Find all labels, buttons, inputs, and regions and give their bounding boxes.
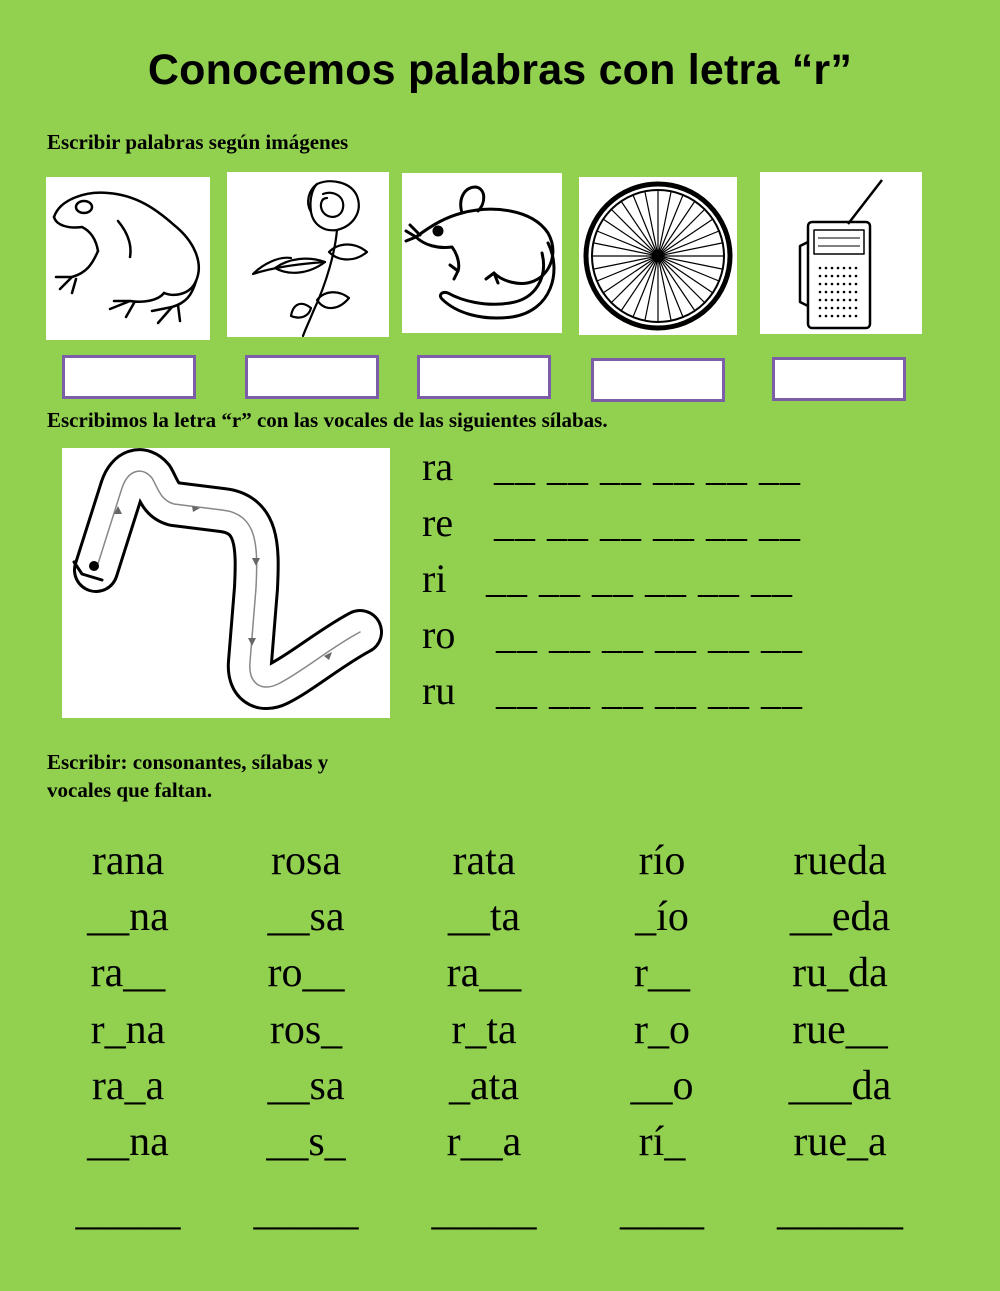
word-cell[interactable]: ra__ — [446, 950, 522, 996]
rose-picture — [227, 172, 389, 337]
word-cell[interactable]: _____ — [253, 1188, 359, 1234]
word-cell: rata — [452, 838, 516, 884]
word-cell[interactable]: _____ — [75, 1188, 181, 1234]
word-cell[interactable]: _ata — [449, 1063, 519, 1109]
syllable-blanks[interactable]: __ __ __ __ __ __ — [494, 444, 801, 489]
syllable-label: ru — [422, 668, 456, 713]
word-cell[interactable]: __o — [630, 1063, 694, 1109]
wheel-picture — [579, 177, 737, 335]
r-tracing-path-icon — [62, 448, 390, 718]
syllable-row-ri — [422, 556, 793, 602]
radio-icon — [760, 172, 922, 334]
syllable-row-re — [422, 500, 801, 546]
answer-box-2[interactable] — [245, 355, 379, 399]
word-cell: rosa — [271, 838, 341, 884]
mouse-icon — [402, 173, 562, 333]
word-cell[interactable]: _ío — [635, 894, 689, 940]
instruction-pictures: Escribir palabras según imágenes — [47, 130, 349, 154]
word-cell[interactable]: __na — [87, 1119, 169, 1165]
word-cell[interactable]: ra__ — [90, 950, 166, 996]
answer-box-4[interactable] — [591, 358, 725, 402]
word-cell[interactable]: ros_ — [269, 1007, 343, 1053]
syllable-label: ra — [422, 444, 454, 489]
rose-icon — [227, 172, 389, 337]
instruction-syllables: Escribimos la letra “r” con las vocales de las siguientes sílabas. — [47, 408, 608, 432]
word-cell[interactable]: r__ — [634, 950, 690, 996]
tracing-path-picture — [62, 448, 390, 718]
word-cell: rana — [91, 838, 165, 884]
word-cell[interactable]: __sa — [267, 1063, 345, 1109]
word-cell[interactable]: ru_da — [792, 950, 888, 996]
answer-box-3[interactable] — [417, 355, 551, 399]
word-cell[interactable]: ___da — [788, 1063, 892, 1109]
syllable-row-ro — [422, 612, 803, 658]
mouse-picture — [402, 173, 562, 333]
radio-picture — [760, 172, 922, 334]
word-cell[interactable]: ______ — [777, 1188, 903, 1234]
syllable-label: re — [422, 500, 454, 545]
word-cell[interactable]: __s_ — [266, 1119, 346, 1165]
word-cell: rueda — [793, 838, 887, 884]
word-cell[interactable]: __eda — [789, 894, 891, 940]
word-cell[interactable]: rue_a — [793, 1119, 887, 1165]
syllable-blanks[interactable]: __ __ __ __ __ __ — [494, 500, 801, 545]
instruction-line-2: vocales que faltan. — [47, 778, 213, 802]
frog-picture — [46, 177, 210, 340]
word-cell[interactable]: r_na — [90, 1007, 166, 1053]
word-cell[interactable]: __ta — [447, 894, 521, 940]
syllable-blanks[interactable]: __ __ __ __ __ __ — [486, 556, 793, 601]
syllable-row-ru — [422, 668, 803, 714]
word-cell[interactable]: ro__ — [267, 950, 345, 996]
word-cell[interactable]: rue__ — [792, 1007, 888, 1053]
page-title: Conocemos palabras con letra “r” — [147, 46, 853, 94]
word-cell[interactable]: r_o — [634, 1007, 690, 1053]
answer-box-5[interactable] — [772, 357, 906, 401]
wheel-icon — [579, 177, 737, 335]
word-cell[interactable]: __na — [87, 894, 169, 940]
instruction-line-1: Escribir: consonantes, sílabas y — [47, 750, 329, 774]
word-cell[interactable]: ____ — [620, 1188, 704, 1234]
word-cell[interactable]: ra_a — [91, 1063, 165, 1109]
syllable-row-ra — [422, 444, 801, 490]
word-cell[interactable]: _____ — [431, 1188, 537, 1234]
syllable-label: ro — [422, 612, 456, 657]
word-cell: río — [638, 838, 686, 884]
frog-icon — [46, 177, 210, 340]
syllable-blanks[interactable]: __ __ __ __ __ __ — [496, 612, 803, 657]
syllable-label: ri — [422, 556, 447, 601]
word-cell[interactable]: __sa — [267, 894, 345, 940]
word-cell[interactable]: rí_ — [638, 1119, 686, 1165]
word-cell[interactable]: r__a — [446, 1119, 522, 1165]
answer-box-1[interactable] — [62, 355, 196, 399]
word-cell[interactable]: r_ta — [451, 1007, 517, 1053]
instruction-missing-letters — [47, 748, 328, 804]
syllable-blanks[interactable]: __ __ __ __ __ __ — [496, 668, 803, 713]
